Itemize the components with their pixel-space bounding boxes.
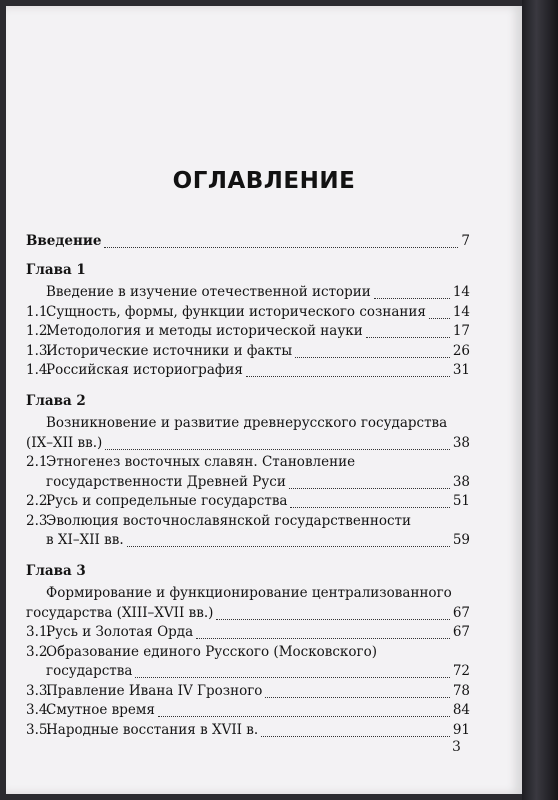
chapter-heading: Глава 3	[26, 562, 86, 579]
section-entry[interactable]	[26, 303, 470, 321]
section-title: Сущность, формы, функции исторического сознания	[46, 303, 426, 320]
page-ref: 17	[452, 323, 470, 339]
section-entry[interactable]	[26, 531, 470, 549]
section-title: Этногенез восточных славян. Становление	[46, 454, 356, 470]
section-title: Правление Ивана IV Грозного	[46, 682, 263, 699]
dot-leader	[105, 448, 450, 450]
dot-leader	[158, 715, 450, 717]
section-title: Русь и Золотая Орда	[46, 624, 194, 640]
page-ref: 31	[452, 362, 470, 378]
page-ref: 26	[452, 342, 470, 359]
chapter-title: государства (XIII–XVII вв.)	[26, 604, 214, 621]
dot-leader	[289, 487, 450, 489]
chapter-title-line[interactable]	[26, 434, 470, 452]
dot-leader	[290, 506, 450, 508]
dot-leader	[366, 336, 450, 338]
section-number: 1.3.	[26, 342, 52, 359]
section-number: 3.3.	[26, 682, 52, 699]
page-ref: 67	[452, 604, 470, 621]
book-page	[6, 6, 522, 794]
section-number: 3.5.	[26, 721, 52, 738]
section-title: Методология и методы исторической науки	[46, 323, 363, 339]
dot-leader	[127, 545, 450, 547]
section-title: Образование единого Русского (Московского)	[46, 643, 377, 660]
section-number: 1.2.	[26, 323, 52, 339]
page-ref: 38	[452, 434, 470, 451]
dot-leader	[104, 246, 458, 248]
page-ref: 78	[452, 682, 470, 699]
page-title: ОГЛАВЛЕНИЕ	[172, 168, 356, 194]
chapter-heading: Глава 2	[26, 392, 86, 409]
page-ref: 67	[452, 624, 470, 640]
chapter-title: (IX–XII вв.)	[26, 434, 103, 451]
section-number: 3.2.	[26, 643, 52, 660]
section-title: государства	[46, 663, 133, 679]
dot-leader	[429, 317, 450, 319]
section-entry[interactable]	[26, 643, 470, 661]
chapter-title: Введение в изучение отечественной истории	[46, 284, 371, 300]
section-entry[interactable]	[26, 361, 470, 379]
section-entry[interactable]	[26, 342, 470, 360]
page-ref: 14	[452, 303, 470, 320]
page-number: 3	[452, 739, 461, 755]
page-ref: 14	[452, 284, 470, 300]
section-title: Смутное время	[46, 702, 155, 718]
section-entry[interactable]	[26, 623, 470, 641]
dot-leader	[295, 356, 450, 358]
section-title: Русь и сопредельные государства	[46, 493, 288, 509]
page-ref: 84	[452, 702, 470, 718]
section-number: 2.3.	[26, 512, 52, 529]
dot-leader	[265, 696, 450, 698]
section-number: 2.1.	[26, 454, 52, 470]
section-entry[interactable]	[26, 662, 470, 680]
page-ref: 51	[452, 493, 470, 509]
intro-label: Введение	[26, 233, 102, 249]
section-title: в XI–XII вв.	[46, 532, 124, 548]
section-title: Народные восстания в XVII в.	[46, 721, 259, 738]
dot-leader	[261, 735, 450, 737]
section-number: 2.2.	[26, 493, 52, 509]
section-entry[interactable]	[26, 492, 470, 510]
chapter-title-line[interactable]	[26, 584, 470, 602]
intro-page: 7	[461, 233, 470, 249]
chapter-heading: Глава 1	[26, 261, 86, 278]
section-entry[interactable]	[26, 512, 470, 530]
page-ref: 38	[452, 473, 470, 490]
section-entry[interactable]	[26, 701, 470, 719]
chapter-title: Возникновение и развитие древнерусского государства	[46, 415, 448, 431]
chapter-title: Формирование и функционирование централизованного	[46, 585, 452, 601]
chapter-title-line[interactable]	[26, 604, 470, 622]
dot-leader	[135, 676, 450, 678]
section-title: Эволюция восточнославянской государственности	[46, 512, 412, 529]
chapter-title-line[interactable]	[26, 283, 470, 301]
section-entry[interactable]	[26, 721, 470, 739]
section-entry[interactable]	[26, 473, 470, 491]
chapter-title-line[interactable]	[26, 414, 470, 432]
section-number: 3.4.	[26, 702, 52, 718]
page-ref: 72	[452, 663, 470, 679]
section-title: государственности Древней Руси	[46, 473, 286, 490]
page-ref: 91	[452, 721, 470, 738]
dot-leader	[196, 637, 450, 639]
dot-leader	[246, 375, 450, 377]
intro-entry[interactable]	[26, 232, 470, 250]
section-title: Исторические источники и факты	[46, 342, 293, 359]
section-number: 1.1.	[26, 303, 52, 320]
section-title: Российская историография	[46, 362, 243, 378]
page-ref: 59	[452, 532, 470, 548]
book-edge	[522, 0, 558, 800]
section-number: 3.1.	[26, 624, 52, 640]
dot-leader	[374, 297, 450, 299]
section-entry[interactable]	[26, 682, 470, 700]
section-entry[interactable]	[26, 322, 470, 340]
section-number: 1.4.	[26, 362, 52, 378]
dot-leader	[216, 618, 450, 620]
section-entry[interactable]	[26, 453, 470, 471]
